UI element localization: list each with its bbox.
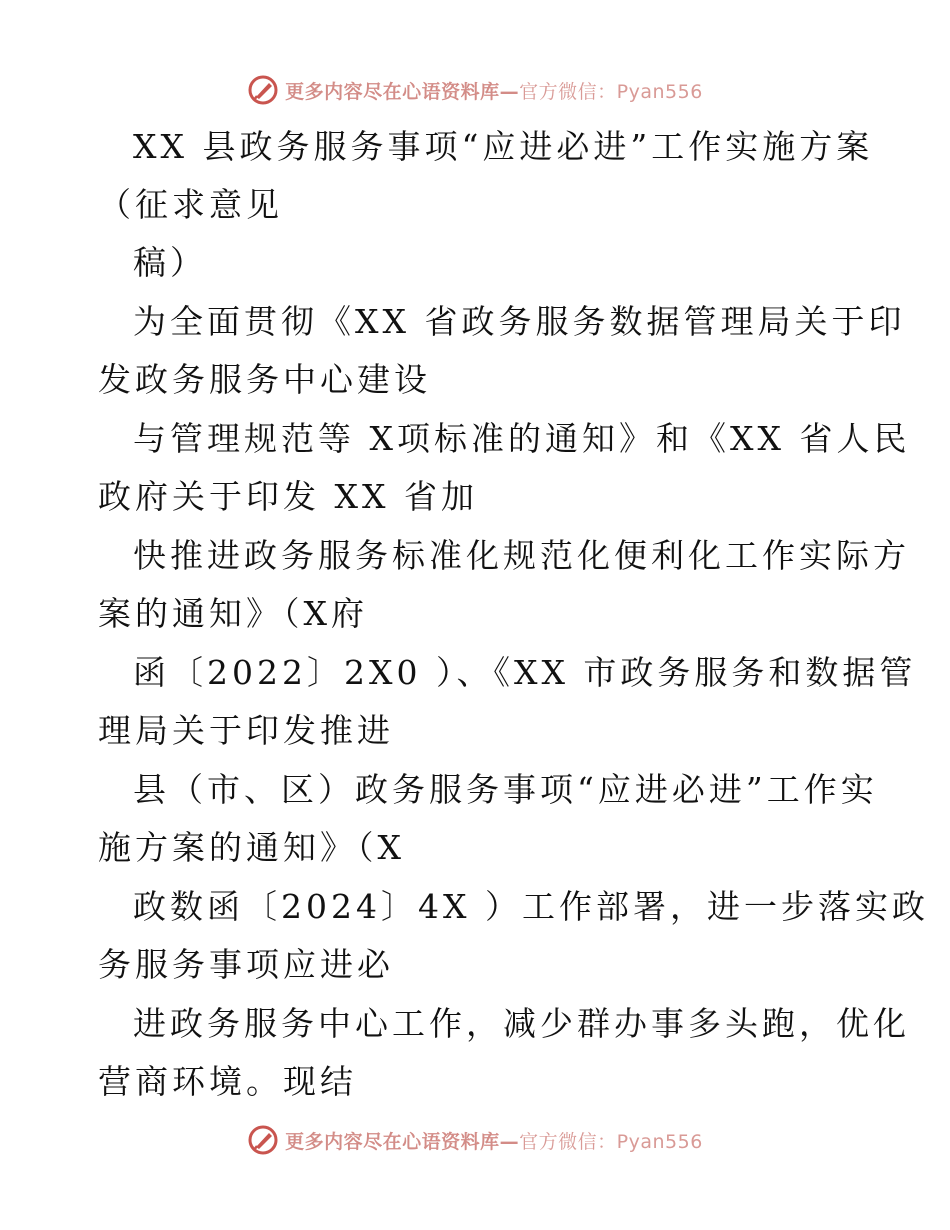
paragraph-line: 案的通知》（X府 <box>98 594 368 633</box>
paragraph-line: 与管理规范等 X项标准的通知》和《XX 省人民 <box>133 419 911 458</box>
paragraph-line: 理局关于印发推进 <box>98 711 394 750</box>
paragraph-line: 施方案的通知》（X <box>98 828 405 867</box>
paragraph-line: 快推进政务服务标准化规范化便利化工作实际方 <box>133 536 910 575</box>
paragraph-line: 发政务服务中心建设 <box>98 360 431 399</box>
quill-seal-logo-icon <box>247 74 279 106</box>
footer-watermark <box>0 1123 950 1157</box>
watermark-wechat-text: 官方微信：Pyan556 <box>519 1130 703 1153</box>
watermark-wechat-text: 官方微信：Pyan556 <box>519 80 703 103</box>
paragraph-line: 营商环境。现结 <box>98 1062 357 1101</box>
paragraph-line: 务服务事项应进必 <box>98 945 394 984</box>
title-line-2: （征求意见 <box>98 185 283 224</box>
quill-seal-logo-icon <box>247 1124 279 1156</box>
title-line-3: 稿） <box>133 243 207 282</box>
title-line-1: XX 县政务服务事项“应进必进”工作实施方案 <box>133 127 874 166</box>
header-watermark <box>0 73 950 107</box>
paragraph-line: 函〔2022〕2X0 ）、《XX 市政务服务和数据管 <box>133 653 917 692</box>
paragraph-line: 政府关于印发 XX 省加 <box>98 477 478 516</box>
watermark-site-text: 更多内容尽在心语资料库— <box>285 1130 520 1153</box>
paragraph-line: 为全面贯彻《XX 省政务服务数据管理局关于印 <box>133 302 906 341</box>
paragraph-line: 县（市、区）政务服务事项“应进必进”工作实 <box>133 770 878 809</box>
paragraph-line: 进政务服务中心工作，减少群办事多头跑，优化 <box>133 1004 910 1043</box>
watermark-site-text: 更多内容尽在心语资料库— <box>285 80 520 103</box>
paragraph-line: 政数函〔2024〕4X ）工作部署，进一步落实政 <box>133 887 929 926</box>
